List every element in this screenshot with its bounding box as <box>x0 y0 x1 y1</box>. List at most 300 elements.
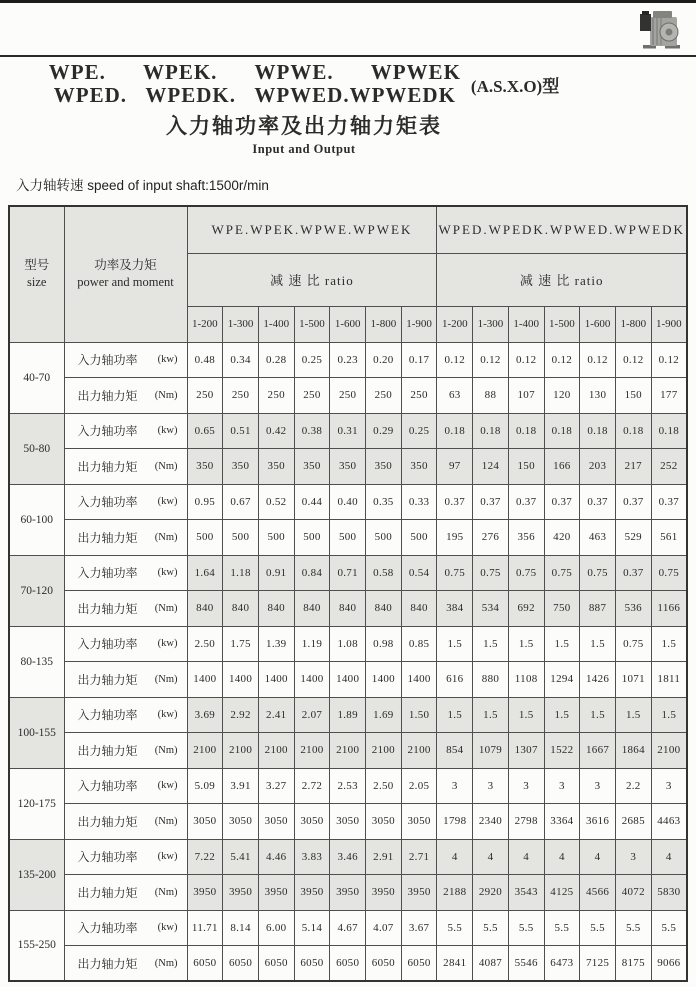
input-power-value-cell: 3 <box>437 768 473 804</box>
input-power-label-cell <box>64 768 187 804</box>
gearbox-photo <box>638 5 684 51</box>
output-moment-value-cell: 250 <box>187 378 223 414</box>
output-moment-value-cell: 5546 <box>508 946 544 982</box>
input-power-value-cell: 0.25 <box>401 413 437 449</box>
output-moment-value-cell: 2685 <box>615 804 651 840</box>
input-power-value-cell: 0.37 <box>580 484 616 520</box>
output-moment-label-cell-label: 出力轴力矩 <box>77 388 138 403</box>
output-moment-value-cell: 217 <box>615 449 651 485</box>
table-row <box>9 413 687 449</box>
output-moment-value-cell: 250 <box>330 378 366 414</box>
output-moment-value-cell: 3950 <box>258 875 294 911</box>
input-power-value-cell: 5.09 <box>187 768 223 804</box>
input-power-value-cell: 5.41 <box>223 839 259 875</box>
output-moment-value-cell: 840 <box>294 591 330 627</box>
input-power-value-cell: 0.75 <box>615 626 651 662</box>
output-moment-value-cell: 250 <box>294 378 330 414</box>
title-block <box>0 61 608 157</box>
pm-header-en: power and moment <box>77 275 174 290</box>
output-moment-value-cell: 1667 <box>580 733 616 769</box>
output-moment-label-cell <box>64 804 187 840</box>
input-power-value-cell: 0.44 <box>294 484 330 520</box>
output-moment-value-cell: 350 <box>294 449 330 485</box>
size-cell: 80-135 <box>9 626 64 697</box>
output-moment-value-cell: 1798 <box>437 804 473 840</box>
output-moment-value-cell: 6050 <box>401 946 437 982</box>
input-power-value-cell: 3 <box>544 768 580 804</box>
output-moment-value-cell: 1400 <box>258 662 294 698</box>
output-moment-value-cell: 6050 <box>187 946 223 982</box>
size-header-en: size <box>27 275 47 290</box>
input-power-value-cell: 1.5 <box>544 697 580 733</box>
output-moment-label-cell <box>64 875 187 911</box>
input-power-value-cell: 4 <box>508 839 544 875</box>
output-moment-value-cell: 124 <box>473 449 509 485</box>
input-power-label-cell-unit: (kw) <box>157 638 178 650</box>
size-header-cn: 型号 <box>24 258 50 273</box>
output-moment-value-cell: 500 <box>330 520 366 556</box>
table-row <box>9 484 687 520</box>
input-power-label-cell-label: 入力轴功率 <box>77 424 138 439</box>
output-moment-value-cell: 3950 <box>294 875 330 911</box>
ratio-value-header: 1-900 <box>401 306 437 342</box>
input-power-value-cell: 0.18 <box>651 413 687 449</box>
output-moment-value-cell: 3950 <box>366 875 402 911</box>
ratio-value-header: 1-200 <box>187 306 223 342</box>
input-power-value-cell: 3.69 <box>187 697 223 733</box>
top-border-rule <box>0 0 696 3</box>
size-cell: 155-250 <box>9 910 64 981</box>
input-power-label-cell <box>64 910 187 946</box>
page-subtitle: Input and Output <box>252 142 356 156</box>
input-power-value-cell: 4 <box>544 839 580 875</box>
input-power-value-cell: 3 <box>508 768 544 804</box>
input-power-value-cell: 1.5 <box>473 626 509 662</box>
input-power-value-cell: 0.33 <box>401 484 437 520</box>
output-moment-value-cell: 2100 <box>294 733 330 769</box>
input-power-label-cell-unit: (kw) <box>157 922 178 934</box>
input-power-label-cell <box>64 839 187 875</box>
input-power-value-cell: 4 <box>437 839 473 875</box>
pm-header-cn: 功率及力矩 <box>94 258 157 273</box>
output-moment-label-cell-label: 出力轴力矩 <box>77 601 138 616</box>
input-power-value-cell: 0.75 <box>473 555 509 591</box>
output-moment-value-cell: 840 <box>366 591 402 627</box>
input-power-label-cell <box>64 697 187 733</box>
input-power-value-cell: 3 <box>615 839 651 875</box>
output-moment-value-cell: 840 <box>330 591 366 627</box>
output-moment-value-cell: 2188 <box>437 875 473 911</box>
input-power-label-cell <box>64 342 187 378</box>
input-shaft-speed-note: 入力轴转速 speed of input shaft:1500r/min <box>16 178 269 193</box>
input-power-value-cell: 0.67 <box>223 484 259 520</box>
ratio-value-header: 1-400 <box>508 306 544 342</box>
output-moment-value-cell: 840 <box>187 591 223 627</box>
output-moment-value-cell: 350 <box>366 449 402 485</box>
input-power-label-cell <box>64 413 187 449</box>
output-moment-value-cell: 97 <box>437 449 473 485</box>
input-power-value-cell: 1.69 <box>366 697 402 733</box>
input-power-value-cell: 11.71 <box>187 910 223 946</box>
ratio-value-header: 1-800 <box>366 306 402 342</box>
input-power-value-cell: 0.12 <box>651 342 687 378</box>
output-moment-value-cell: 9066 <box>651 946 687 982</box>
output-moment-value-cell: 107 <box>508 378 544 414</box>
title-line-1: WPE. WPEK. WPWE. WPWEK <box>48 60 461 84</box>
output-moment-value-cell: 1400 <box>294 662 330 698</box>
input-power-value-cell: 2.2 <box>615 768 651 804</box>
table-row <box>9 910 687 946</box>
output-moment-value-cell: 6050 <box>366 946 402 982</box>
input-power-value-cell: 0.37 <box>544 484 580 520</box>
input-power-value-cell: 0.85 <box>401 626 437 662</box>
output-moment-value-cell: 250 <box>258 378 294 414</box>
output-moment-label-cell <box>64 520 187 556</box>
input-power-value-cell: 5.5 <box>651 910 687 946</box>
input-power-value-cell: 0.75 <box>508 555 544 591</box>
input-power-value-cell: 0.75 <box>580 555 616 591</box>
input-power-label-cell <box>64 626 187 662</box>
output-moment-value-cell: 750 <box>544 591 580 627</box>
output-moment-value-cell: 1400 <box>187 662 223 698</box>
output-moment-label-cell-label: 出力轴力矩 <box>77 885 138 900</box>
input-power-value-cell: 1.50 <box>401 697 437 733</box>
input-power-label-cell-unit: (kw) <box>157 354 178 366</box>
output-moment-value-cell: 1307 <box>508 733 544 769</box>
ratio-value-header: 1-900 <box>651 306 687 342</box>
output-moment-value-cell: 500 <box>187 520 223 556</box>
input-power-value-cell: 1.39 <box>258 626 294 662</box>
input-power-label-cell <box>64 484 187 520</box>
output-moment-value-cell: 420 <box>544 520 580 556</box>
output-moment-value-cell: 500 <box>223 520 259 556</box>
group-header-wped: WPED.WPEDK.WPWED.WPWEDK <box>437 206 687 253</box>
output-moment-value-cell: 4125 <box>544 875 580 911</box>
input-power-label-cell-label: 入力轴功率 <box>77 566 138 581</box>
table-row <box>9 555 687 591</box>
output-moment-value-cell: 2100 <box>258 733 294 769</box>
output-moment-value-cell: 561 <box>651 520 687 556</box>
ratio-value-header: 1-400 <box>258 306 294 342</box>
input-power-value-cell: 1.5 <box>615 697 651 733</box>
input-power-value-cell: 1.5 <box>508 626 544 662</box>
table-row <box>9 839 687 875</box>
input-power-value-cell: 0.42 <box>258 413 294 449</box>
output-moment-value-cell: 350 <box>187 449 223 485</box>
output-moment-label-cell-label: 出力轴力矩 <box>77 672 138 687</box>
input-power-label-cell-unit: (kw) <box>157 567 178 579</box>
ratio-value-header: 1-600 <box>330 306 366 342</box>
input-power-value-cell: 0.37 <box>437 484 473 520</box>
input-power-value-cell: 3 <box>651 768 687 804</box>
output-moment-value-cell: 2100 <box>187 733 223 769</box>
ratio-header-g2 <box>437 253 687 306</box>
output-moment-label-cell <box>64 378 187 414</box>
output-moment-value-cell: 3050 <box>223 804 259 840</box>
input-power-value-cell: 1.5 <box>437 697 473 733</box>
output-moment-label-cell <box>64 591 187 627</box>
input-power-value-cell: 0.52 <box>258 484 294 520</box>
table-row <box>9 342 687 378</box>
size-cell: 100-155 <box>9 697 64 768</box>
input-power-value-cell: 0.18 <box>473 413 509 449</box>
input-power-value-cell: 2.41 <box>258 697 294 733</box>
ratio-header-en: ratio <box>574 273 604 288</box>
size-column-header <box>9 206 64 342</box>
output-moment-value-cell: 840 <box>401 591 437 627</box>
output-moment-value-cell: 6050 <box>258 946 294 982</box>
output-moment-value-cell: 1071 <box>615 662 651 698</box>
input-power-value-cell: 0.12 <box>437 342 473 378</box>
output-moment-value-cell: 536 <box>615 591 651 627</box>
output-moment-value-cell: 500 <box>401 520 437 556</box>
output-moment-value-cell: 250 <box>223 378 259 414</box>
output-moment-value-cell: 840 <box>223 591 259 627</box>
ratio-value-header: 1-300 <box>223 306 259 342</box>
input-power-label-cell-label: 入力轴功率 <box>77 779 138 794</box>
output-moment-value-cell: 6050 <box>223 946 259 982</box>
input-power-value-cell: 3.83 <box>294 839 330 875</box>
ratio-header-g1 <box>187 253 437 306</box>
input-power-value-cell: 5.5 <box>437 910 473 946</box>
input-power-label-cell-label: 入力轴功率 <box>77 353 138 368</box>
output-moment-value-cell: 2100 <box>401 733 437 769</box>
input-power-value-cell: 0.18 <box>437 413 473 449</box>
size-cell: 120-175 <box>9 768 64 839</box>
input-power-value-cell: 3.67 <box>401 910 437 946</box>
output-moment-value-cell: 887 <box>580 591 616 627</box>
output-moment-value-cell: 250 <box>401 378 437 414</box>
output-moment-value-cell: 1400 <box>223 662 259 698</box>
output-moment-value-cell: 203 <box>580 449 616 485</box>
input-power-label-cell-unit: (kw) <box>157 780 178 792</box>
output-moment-value-cell: 6050 <box>330 946 366 982</box>
input-power-value-cell: 0.23 <box>330 342 366 378</box>
size-cell: 135-200 <box>9 839 64 910</box>
output-moment-label-cell <box>64 733 187 769</box>
input-power-value-cell: 0.12 <box>473 342 509 378</box>
input-power-value-cell: 5.5 <box>580 910 616 946</box>
ratio-value-header: 1-800 <box>615 306 651 342</box>
ratio-value-header: 1-200 <box>437 306 473 342</box>
ratio-value-header: 1-500 <box>294 306 330 342</box>
table-row <box>9 449 687 485</box>
output-moment-label-cell-label: 出力轴力矩 <box>77 459 138 474</box>
size-cell: 50-80 <box>9 413 64 484</box>
input-power-value-cell: 0.31 <box>330 413 366 449</box>
output-moment-value-cell: 177 <box>651 378 687 414</box>
output-moment-value-cell: 3950 <box>330 875 366 911</box>
input-power-value-cell: 0.91 <box>258 555 294 591</box>
output-moment-value-cell: 3050 <box>330 804 366 840</box>
output-moment-value-cell: 2841 <box>437 946 473 982</box>
ratio-value-header: 1-600 <box>580 306 616 342</box>
input-power-value-cell: 2.91 <box>366 839 402 875</box>
input-power-value-cell: 5.14 <box>294 910 330 946</box>
input-power-value-cell: 2.50 <box>187 626 223 662</box>
input-power-value-cell: 0.71 <box>330 555 366 591</box>
output-moment-value-cell: 854 <box>437 733 473 769</box>
input-power-value-cell: 1.75 <box>223 626 259 662</box>
output-moment-value-cell: 1400 <box>366 662 402 698</box>
output-moment-value-cell: 616 <box>437 662 473 698</box>
output-moment-label-cell <box>64 662 187 698</box>
input-power-value-cell: 0.18 <box>580 413 616 449</box>
output-moment-label-cell-unit: (Nm) <box>154 744 178 756</box>
input-power-value-cell: 0.37 <box>473 484 509 520</box>
input-power-value-cell: 2.92 <box>223 697 259 733</box>
output-moment-value-cell: 1400 <box>401 662 437 698</box>
output-moment-value-cell: 3950 <box>187 875 223 911</box>
output-moment-value-cell: 252 <box>651 449 687 485</box>
output-moment-label-cell-label: 出力轴力矩 <box>77 530 138 545</box>
input-power-value-cell: 4.46 <box>258 839 294 875</box>
input-power-value-cell: 0.18 <box>544 413 580 449</box>
output-moment-value-cell: 150 <box>615 378 651 414</box>
input-power-value-cell: 1.89 <box>330 697 366 733</box>
output-moment-value-cell: 500 <box>258 520 294 556</box>
output-moment-value-cell: 1166 <box>651 591 687 627</box>
table-row <box>9 768 687 804</box>
output-moment-value-cell: 6050 <box>294 946 330 982</box>
output-moment-value-cell: 529 <box>615 520 651 556</box>
output-moment-value-cell: 7125 <box>580 946 616 982</box>
output-moment-value-cell: 4463 <box>651 804 687 840</box>
output-moment-value-cell: 8175 <box>615 946 651 982</box>
output-moment-label-cell-unit: (Nm) <box>154 957 178 969</box>
output-moment-value-cell: 6473 <box>544 946 580 982</box>
input-power-value-cell: 2.07 <box>294 697 330 733</box>
input-power-label-cell-label: 入力轴功率 <box>77 637 138 652</box>
output-moment-value-cell: 1864 <box>615 733 651 769</box>
table-row <box>9 662 687 698</box>
input-power-value-cell: 0.58 <box>366 555 402 591</box>
output-moment-label-cell-unit: (Nm) <box>154 815 178 827</box>
input-power-value-cell: 0.28 <box>258 342 294 378</box>
output-moment-value-cell: 534 <box>473 591 509 627</box>
input-power-value-cell: 5.5 <box>473 910 509 946</box>
model-titles <box>49 61 461 107</box>
input-power-value-cell: 4 <box>580 839 616 875</box>
input-power-value-cell: 5.5 <box>544 910 580 946</box>
input-power-value-cell: 1.5 <box>473 697 509 733</box>
input-power-value-cell: 5.5 <box>615 910 651 946</box>
output-moment-value-cell: 880 <box>473 662 509 698</box>
output-moment-value-cell: 4566 <box>580 875 616 911</box>
input-power-value-cell: 8.14 <box>223 910 259 946</box>
output-moment-value-cell: 3050 <box>258 804 294 840</box>
input-power-value-cell: 0.48 <box>187 342 223 378</box>
output-moment-value-cell: 356 <box>508 520 544 556</box>
power-moment-table <box>8 205 688 982</box>
table-row <box>9 520 687 556</box>
input-power-value-cell: 6.00 <box>258 910 294 946</box>
input-power-value-cell: 0.37 <box>615 484 651 520</box>
input-power-label-cell-label: 入力轴功率 <box>77 495 138 510</box>
output-moment-value-cell: 276 <box>473 520 509 556</box>
input-power-value-cell: 0.95 <box>187 484 223 520</box>
input-power-label-cell-label: 入力轴功率 <box>77 850 138 865</box>
input-power-value-cell: 0.84 <box>294 555 330 591</box>
output-moment-value-cell: 500 <box>294 520 330 556</box>
ratio-header-en: ratio <box>324 273 354 288</box>
output-moment-value-cell: 166 <box>544 449 580 485</box>
output-moment-value-cell: 3050 <box>366 804 402 840</box>
input-power-value-cell: 1.64 <box>187 555 223 591</box>
input-power-value-cell: 1.5 <box>544 626 580 662</box>
output-moment-value-cell: 2100 <box>223 733 259 769</box>
output-moment-value-cell: 384 <box>437 591 473 627</box>
power-moment-column-header <box>64 206 187 342</box>
input-power-label-cell-unit: (kw) <box>157 709 178 721</box>
output-moment-value-cell: 2100 <box>366 733 402 769</box>
output-moment-value-cell: 3364 <box>544 804 580 840</box>
input-power-value-cell: 0.12 <box>580 342 616 378</box>
input-power-value-cell: 0.75 <box>544 555 580 591</box>
output-moment-value-cell: 1426 <box>580 662 616 698</box>
table-row <box>9 378 687 414</box>
ratio-value-header: 1-500 <box>544 306 580 342</box>
output-moment-label-cell <box>64 946 187 982</box>
input-power-label-cell-label: 入力轴功率 <box>77 921 138 936</box>
input-power-value-cell: 0.75 <box>437 555 473 591</box>
input-power-value-cell: 0.20 <box>366 342 402 378</box>
input-power-value-cell: 3 <box>580 768 616 804</box>
input-power-value-cell: 0.37 <box>508 484 544 520</box>
input-power-value-cell: 0.38 <box>294 413 330 449</box>
output-moment-label-cell-unit: (Nm) <box>154 389 178 401</box>
output-moment-value-cell: 4087 <box>473 946 509 982</box>
output-moment-label-cell <box>64 449 187 485</box>
output-moment-value-cell: 350 <box>223 449 259 485</box>
title-line-2: WPED. WPEDK. WPWED.WPWEDK <box>53 83 456 107</box>
output-moment-label-cell-label: 出力轴力矩 <box>77 814 138 829</box>
input-power-value-cell: 0.29 <box>366 413 402 449</box>
input-power-value-cell: 4.67 <box>330 910 366 946</box>
input-power-value-cell: 1.5 <box>437 626 473 662</box>
input-power-value-cell: 3 <box>473 768 509 804</box>
size-cell: 60-100 <box>9 484 64 555</box>
input-power-value-cell: 4 <box>651 839 687 875</box>
input-power-value-cell: 7.22 <box>187 839 223 875</box>
input-power-value-cell: 1.5 <box>508 697 544 733</box>
input-power-value-cell: 0.37 <box>615 555 651 591</box>
output-moment-value-cell: 692 <box>508 591 544 627</box>
output-moment-label-cell-unit: (Nm) <box>154 531 178 543</box>
input-power-value-cell: 0.12 <box>615 342 651 378</box>
output-moment-label-cell-label: 出力轴力矩 <box>77 956 138 971</box>
output-moment-label-cell-unit: (Nm) <box>154 673 178 685</box>
output-moment-value-cell: 120 <box>544 378 580 414</box>
table-row <box>9 626 687 662</box>
size-cell: 70-120 <box>9 555 64 626</box>
input-power-value-cell: 0.18 <box>508 413 544 449</box>
input-power-value-cell: 3.91 <box>223 768 259 804</box>
output-moment-value-cell: 195 <box>437 520 473 556</box>
input-power-value-cell: 0.34 <box>223 342 259 378</box>
output-moment-value-cell: 350 <box>330 449 366 485</box>
output-moment-label-cell-unit: (Nm) <box>154 602 178 614</box>
input-power-value-cell: 5.5 <box>508 910 544 946</box>
output-moment-value-cell: 3950 <box>401 875 437 911</box>
input-power-value-cell: 2.72 <box>294 768 330 804</box>
output-moment-value-cell: 1811 <box>651 662 687 698</box>
input-power-value-cell: 0.12 <box>508 342 544 378</box>
input-power-label-cell-unit: (kw) <box>157 496 178 508</box>
output-moment-value-cell: 3050 <box>187 804 223 840</box>
output-moment-value-cell: 350 <box>258 449 294 485</box>
ratio-value-header: 1-300 <box>473 306 509 342</box>
